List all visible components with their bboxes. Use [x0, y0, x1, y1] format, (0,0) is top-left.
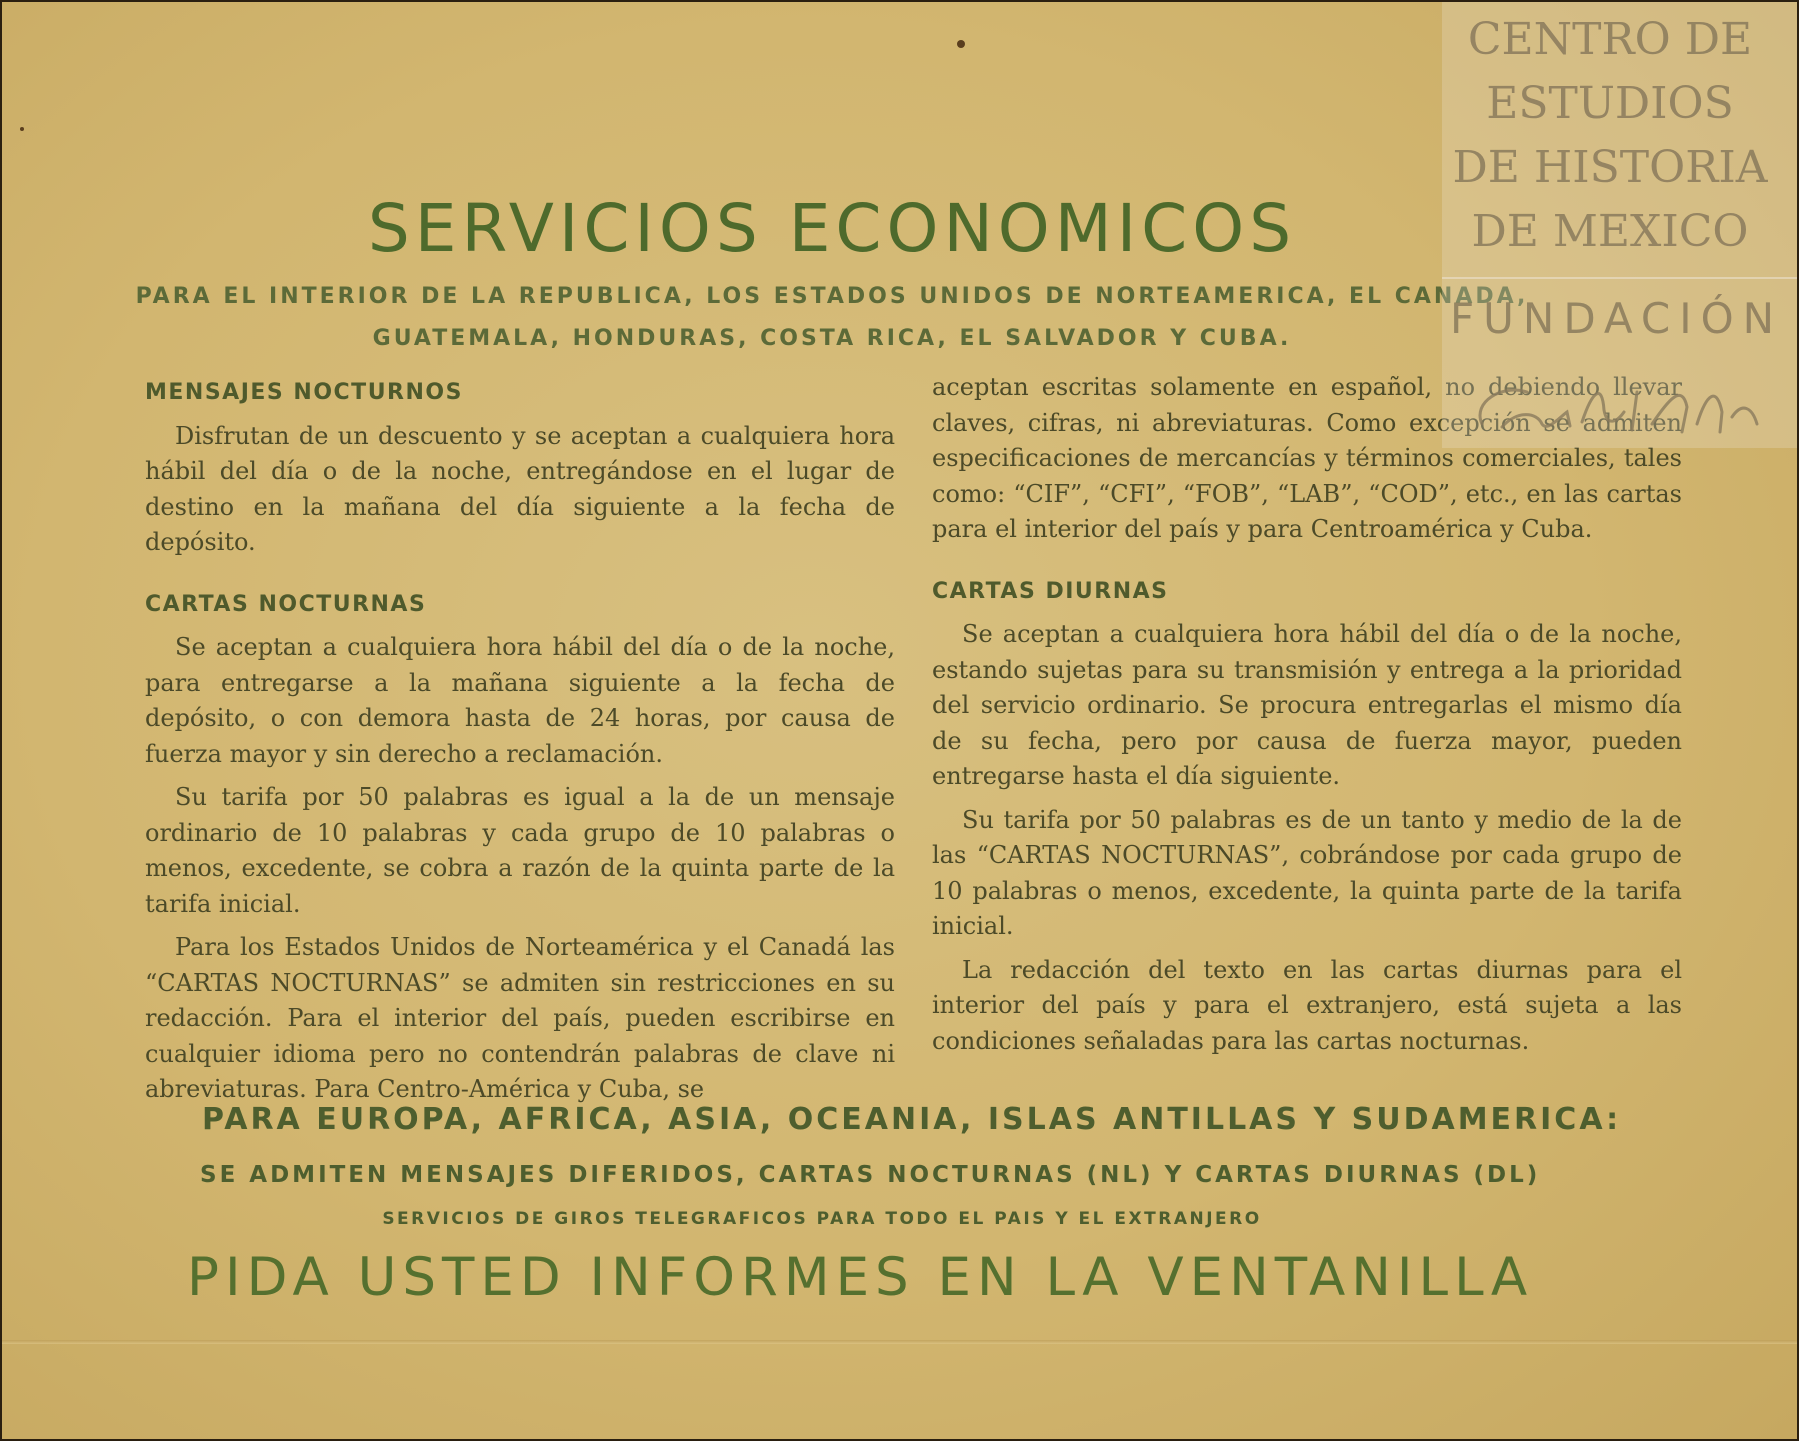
- paper-fold: [2, 1340, 1797, 1344]
- right-column: [932, 370, 1682, 1067]
- paragraph: Su tarifa por 50 palabras es de un tanto y medio de la de las “CARTAS NOCTURNAS”, cobrándose por cada grupo de 10 palabras o menos, excedente, la quinta parte de la tarifa inicial.: [932, 805, 1682, 940]
- watermark-line: ESTUDIOS: [1486, 78, 1734, 129]
- watermark-divider: [1442, 277, 1797, 279]
- paragraph: Disfrutan de un descuento y se aceptan a cualquiera hora hábil del día o de la noche, entregándose en el lugar de destino en la mañana del día siguiente a la fecha de depósito.: [145, 421, 895, 556]
- section-heading-cartas-diurnas: CARTAS DIURNAS: [932, 578, 1169, 604]
- watermark-fundacion: FUNDACIÓN: [1450, 294, 1784, 343]
- document-subtitle-line2: GUATEMALA, HONDURAS, COSTA RICA, EL SALVADOR Y CUBA.: [372, 326, 1292, 351]
- international-services: SE ADMITEN MENSAJES DIFERIDOS, CARTAS NOCTURNAS (NL) Y CARTAS DIURNAS (DL): [200, 1162, 1541, 1188]
- section-heading-cartas-nocturnas: CARTAS NOCTURNAS: [145, 591, 427, 617]
- paragraph: Se aceptan a cualquiera hora hábil del día o de la noche, para entregarse a la mañana siguiente a la fecha de depósito, o con demora hasta de 24 horas, por causa de fuerza mayor y sin derecho a reclamación.: [145, 633, 895, 768]
- paragraph: Se aceptan a cualquiera hora hábil del día o de la noche, estando sujetas para su transmisión y entrega a la prioridad del servicio ordinario. Se procura entregarlas el mismo día de su fecha, pero por causa de fuerza mayor, pueden entregarse hasta el día siguiente.: [932, 620, 1682, 790]
- call-to-action: PIDA USTED INFORMES EN LA VENTANILLA: [187, 1247, 1534, 1308]
- document-title: SERVICIOS ECONOMICOS: [367, 190, 1297, 267]
- paragraph: La redacción del texto en las cartas diurnas para el interior del país y para el extranjero, está sujeta a las condiciones señaladas para las cartas nocturnas.: [932, 955, 1682, 1055]
- international-heading: PARA EUROPA, AFRICA, ASIA, OCEANIA, ISLAS ANTILLAS Y SUDAMERICA:: [202, 1102, 1622, 1137]
- document-subtitle-line1: PARA EL INTERIOR DE LA REPUBLICA, LOS ESTADOS UNIDOS DE NORTEAMERICA, EL CANADA,: [135, 284, 1529, 309]
- paragraph: Su tarifa por 50 palabras es igual a la de un mensaje ordinario de 10 palabras y cada grupo de 10 palabras o menos, excedente, se cobra a razón de la quinta parte de la tarifa inicial.: [145, 783, 895, 918]
- document-page: [2, 2, 1797, 1439]
- watermark-line: CENTRO DE: [1467, 14, 1753, 65]
- left-column: [145, 375, 895, 1116]
- section-heading-mensajes-nocturnos: MENSAJES NOCTURNOS: [145, 380, 463, 405]
- watermark-line: DE HISTORIA: [1452, 142, 1768, 193]
- paper-speck: [957, 40, 965, 48]
- watermark-line: DE MEXICO: [1471, 206, 1749, 257]
- paragraph: Para los Estados Unidos de Norteamérica y el Canadá las “CARTAS NOCTURNAS” se admiten sin restricciones en su redacción. Para el interior del país, pueden escribirse en cualquier idioma pero no contendrán palabras de clave ni abreviaturas. Para Centro-América y Cuba, se: [145, 933, 895, 1103]
- money-order-services: SERVICIOS DE GIROS TELEGRAFICOS PARA TODO EL PAIS Y EL EXTRANJERO: [382, 1209, 1262, 1229]
- watermark-text: [1442, 8, 1778, 264]
- paragraph-continuation: aceptan escritas solamente en español, no debiendo llevar claves, cifras, ni abreviaturas. Como excepción se admiten especificaciones de mercancías y términos comerciales, tales como: “CIF”, “CFI”, “FOB”, “LAB”, “COD”, etc., en las cartas para el interior del país y para Centroamérica y Cuba.: [932, 373, 1682, 543]
- paper-speck: [20, 127, 24, 131]
- signature-image: [1442, 362, 1782, 452]
